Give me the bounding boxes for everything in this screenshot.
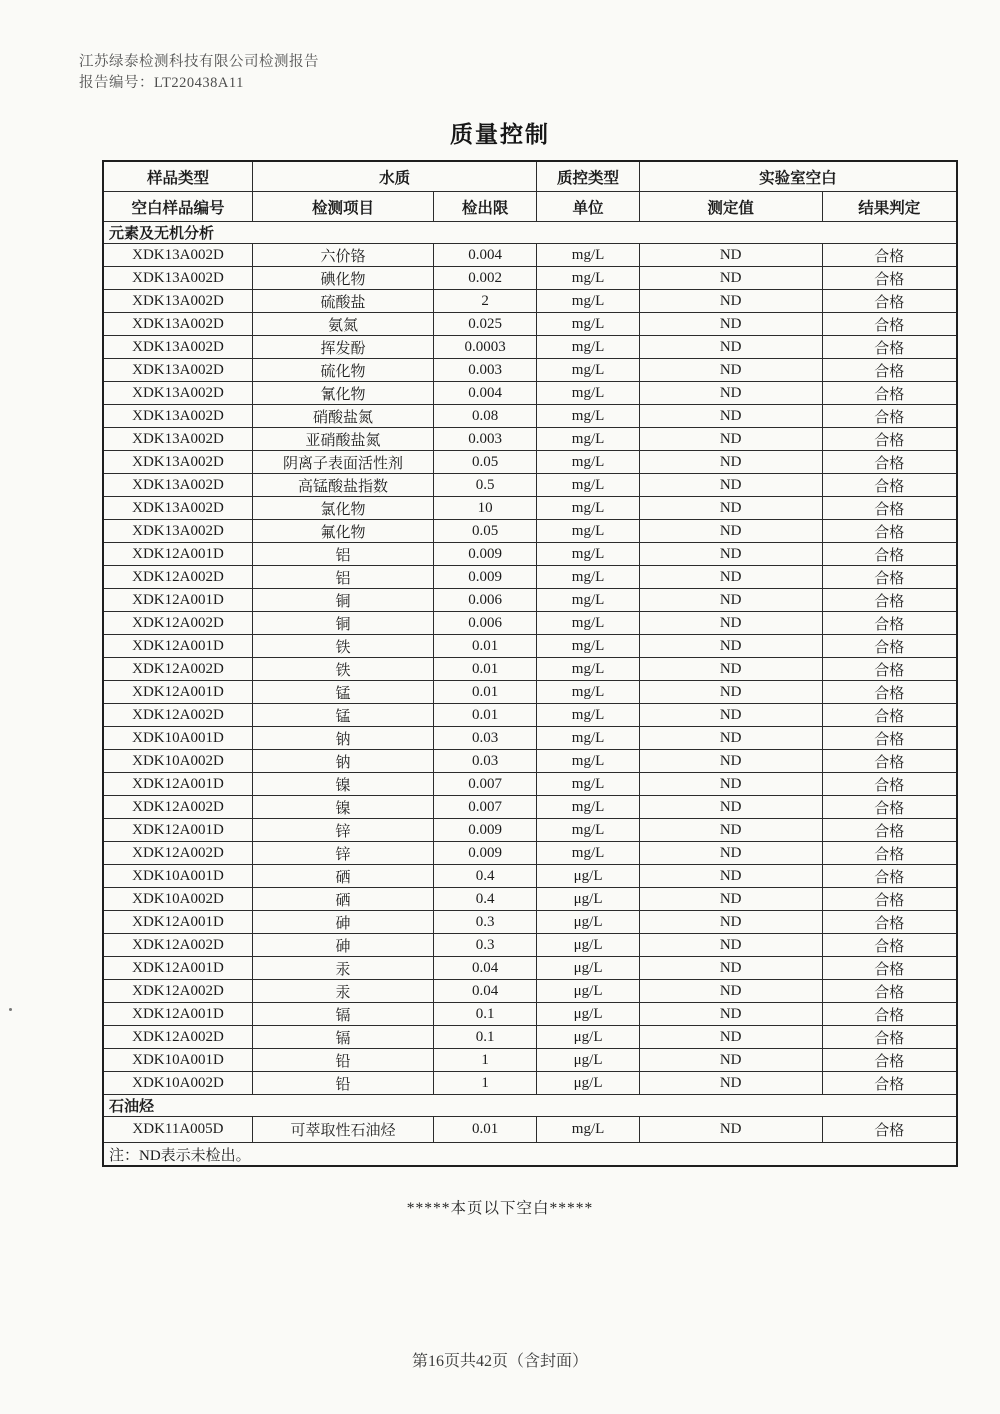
result-cell: 合格 bbox=[822, 658, 957, 681]
result-cell: 合格 bbox=[822, 750, 957, 773]
item-cell: 六价铬 bbox=[252, 244, 433, 267]
sample-id-cell: XDK10A001D bbox=[103, 865, 252, 888]
sample-id-cell: XDK10A001D bbox=[103, 1049, 252, 1072]
sample-id-cell: XDK12A002D bbox=[103, 1026, 252, 1049]
detection-limit-cell: 0.1 bbox=[433, 1026, 536, 1049]
sample-id-cell: XDK13A002D bbox=[103, 428, 252, 451]
result-cell: 合格 bbox=[822, 267, 957, 290]
table-row bbox=[103, 704, 957, 727]
quality-control-table bbox=[102, 160, 958, 1167]
unit-cell: mg/L bbox=[537, 290, 639, 313]
unit-cell: mg/L bbox=[537, 451, 639, 474]
measured-value-cell: ND bbox=[639, 819, 822, 842]
table-row bbox=[103, 957, 957, 980]
table-row bbox=[103, 566, 957, 589]
measured-value-cell: ND bbox=[639, 428, 822, 451]
item-cell: 镍 bbox=[252, 796, 433, 819]
detection-limit-cell: 0.004 bbox=[433, 382, 536, 405]
table-row bbox=[103, 1072, 957, 1095]
unit-cell: μg/L bbox=[537, 980, 639, 1003]
page-title: 质量控制 bbox=[450, 122, 550, 147]
measured-value-cell: ND bbox=[639, 1072, 822, 1095]
result-cell: 合格 bbox=[822, 911, 957, 934]
item-cell: 硒 bbox=[252, 888, 433, 911]
item-cell: 亚硝酸盐氮 bbox=[252, 428, 433, 451]
item-cell: 铜 bbox=[252, 589, 433, 612]
unit-cell: mg/L bbox=[537, 842, 639, 865]
detection-limit-cell: 0.0003 bbox=[433, 336, 536, 359]
unit-cell: mg/L bbox=[537, 428, 639, 451]
item-cell: 氯化物 bbox=[252, 497, 433, 520]
table-row bbox=[103, 865, 957, 888]
detection-limit-cell: 0.009 bbox=[433, 543, 536, 566]
table-row bbox=[103, 842, 957, 865]
measured-value-cell: ND bbox=[639, 658, 822, 681]
item-cell: 镉 bbox=[252, 1003, 433, 1026]
unit-cell: mg/L bbox=[537, 727, 639, 750]
item-cell: 铝 bbox=[252, 566, 433, 589]
detection-limit-cell: 2 bbox=[433, 290, 536, 313]
measured-value-cell: ND bbox=[639, 474, 822, 497]
unit-cell: mg/L bbox=[537, 474, 639, 497]
detection-limit-cell: 0.03 bbox=[433, 727, 536, 750]
detection-limit-cell: 1 bbox=[433, 1049, 536, 1072]
item-cell: 锰 bbox=[252, 704, 433, 727]
measured-value-cell: ND bbox=[639, 750, 822, 773]
unit-cell: mg/L bbox=[537, 589, 639, 612]
measured-value-cell: ND bbox=[639, 497, 822, 520]
item-cell: 镉 bbox=[252, 1026, 433, 1049]
measured-value-cell: ND bbox=[639, 589, 822, 612]
detection-limit-cell: 0.3 bbox=[433, 911, 536, 934]
unit-cell: μg/L bbox=[537, 1049, 639, 1072]
table-row bbox=[103, 773, 957, 796]
sample-id-cell: XDK11A005D bbox=[103, 1117, 252, 1143]
item-cell: 铅 bbox=[252, 1049, 433, 1072]
unit-cell: mg/L bbox=[537, 750, 639, 773]
detection-limit-cell: 0.1 bbox=[433, 1003, 536, 1026]
table-row bbox=[103, 405, 957, 428]
item-cell: 可萃取性石油烃 bbox=[252, 1117, 433, 1143]
company-line: 江苏绿泰检测科技有限公司检测报告 bbox=[79, 54, 319, 70]
table-row bbox=[103, 336, 957, 359]
unit-cell: mg/L bbox=[537, 612, 639, 635]
table-row bbox=[103, 543, 957, 566]
item-cell: 高锰酸盐指数 bbox=[252, 474, 433, 497]
unit-cell: μg/L bbox=[537, 888, 639, 911]
result-cell: 合格 bbox=[822, 727, 957, 750]
detection-limit-cell: 10 bbox=[433, 497, 536, 520]
section-row bbox=[103, 1095, 957, 1117]
blank-below-note: *****本页以下空白***** bbox=[406, 1200, 594, 1217]
measured-value-cell: ND bbox=[639, 382, 822, 405]
result-cell: 合格 bbox=[822, 290, 957, 313]
table-header-row-2 bbox=[103, 192, 957, 222]
scan-artifact-dot bbox=[9, 1008, 12, 1011]
unit-cell: μg/L bbox=[537, 865, 639, 888]
measured-value-cell: ND bbox=[639, 727, 822, 750]
unit-cell: mg/L bbox=[537, 520, 639, 543]
header-cell-4: 测定值 bbox=[639, 192, 822, 222]
sample-id-cell: XDK13A002D bbox=[103, 405, 252, 428]
section-title-cell: 石油烃 bbox=[103, 1095, 957, 1117]
item-cell: 汞 bbox=[252, 980, 433, 1003]
result-cell: 合格 bbox=[822, 566, 957, 589]
measured-value-cell: ND bbox=[639, 1026, 822, 1049]
measured-value-cell: ND bbox=[639, 336, 822, 359]
sample-id-cell: XDK12A002D bbox=[103, 612, 252, 635]
detection-limit-cell: 0.01 bbox=[433, 704, 536, 727]
unit-cell: mg/L bbox=[537, 543, 639, 566]
result-cell: 合格 bbox=[822, 428, 957, 451]
detection-limit-cell: 0.4 bbox=[433, 888, 536, 911]
item-cell: 氰化物 bbox=[252, 382, 433, 405]
measured-value-cell: ND bbox=[639, 865, 822, 888]
sample-id-cell: XDK10A002D bbox=[103, 1072, 252, 1095]
section-row bbox=[103, 222, 957, 244]
sample-id-cell: XDK12A002D bbox=[103, 658, 252, 681]
sample-id-cell: XDK12A002D bbox=[103, 842, 252, 865]
header-cell-1: 检测项目 bbox=[252, 192, 433, 222]
result-cell: 合格 bbox=[822, 589, 957, 612]
detection-limit-cell: 0.05 bbox=[433, 451, 536, 474]
result-cell: 合格 bbox=[822, 359, 957, 382]
table-row bbox=[103, 635, 957, 658]
table-row bbox=[103, 796, 957, 819]
measured-value-cell: ND bbox=[639, 1049, 822, 1072]
item-cell: 铁 bbox=[252, 635, 433, 658]
table-row bbox=[103, 1049, 957, 1072]
measured-value-cell: ND bbox=[639, 704, 822, 727]
sample-id-cell: XDK13A002D bbox=[103, 313, 252, 336]
sample-id-cell: XDK12A002D bbox=[103, 934, 252, 957]
table-row bbox=[103, 244, 957, 267]
header-group-cell-0: 样品类型 bbox=[103, 161, 252, 192]
result-cell: 合格 bbox=[822, 1072, 957, 1095]
table-row bbox=[103, 382, 957, 405]
table-row bbox=[103, 313, 957, 336]
detection-limit-cell: 0.002 bbox=[433, 267, 536, 290]
measured-value-cell: ND bbox=[639, 520, 822, 543]
measured-value-cell: ND bbox=[639, 244, 822, 267]
unit-cell: mg/L bbox=[537, 1117, 639, 1143]
sample-id-cell: XDK12A001D bbox=[103, 635, 252, 658]
table-row bbox=[103, 819, 957, 842]
item-cell: 锰 bbox=[252, 681, 433, 704]
detection-limit-cell: 0.003 bbox=[433, 428, 536, 451]
sample-id-cell: XDK13A002D bbox=[103, 520, 252, 543]
item-cell: 硫化物 bbox=[252, 359, 433, 382]
measured-value-cell: ND bbox=[639, 1117, 822, 1143]
header-cell-5: 结果判定 bbox=[822, 192, 957, 222]
sample-id-cell: XDK12A002D bbox=[103, 796, 252, 819]
nd-note-cell: 注：ND表示未检出。 bbox=[103, 1143, 957, 1167]
qc-table-wrapper bbox=[102, 160, 958, 1167]
table-body bbox=[103, 222, 957, 1167]
item-cell: 汞 bbox=[252, 957, 433, 980]
table-row bbox=[103, 359, 957, 382]
unit-cell: mg/L bbox=[537, 635, 639, 658]
sample-id-cell: XDK12A002D bbox=[103, 704, 252, 727]
header-cell-3: 单位 bbox=[537, 192, 639, 222]
table-header bbox=[103, 161, 957, 222]
sample-id-cell: XDK10A002D bbox=[103, 750, 252, 773]
detection-limit-cell: 0.01 bbox=[433, 658, 536, 681]
measured-value-cell: ND bbox=[639, 888, 822, 911]
item-cell: 铜 bbox=[252, 612, 433, 635]
table-header-row-1 bbox=[103, 161, 957, 192]
sample-id-cell: XDK13A002D bbox=[103, 244, 252, 267]
unit-cell: μg/L bbox=[537, 934, 639, 957]
detection-limit-cell: 0.007 bbox=[433, 773, 536, 796]
item-cell: 阴离子表面活性剂 bbox=[252, 451, 433, 474]
header-cell-2: 检出限 bbox=[433, 192, 536, 222]
table-row bbox=[103, 727, 957, 750]
unit-cell: μg/L bbox=[537, 1072, 639, 1095]
result-cell: 合格 bbox=[822, 497, 957, 520]
table-row bbox=[103, 750, 957, 773]
table-row bbox=[103, 290, 957, 313]
detection-limit-cell: 0.004 bbox=[433, 244, 536, 267]
detection-limit-cell: 0.006 bbox=[433, 612, 536, 635]
unit-cell: mg/L bbox=[537, 405, 639, 428]
sample-id-cell: XDK12A001D bbox=[103, 773, 252, 796]
item-cell: 钠 bbox=[252, 750, 433, 773]
result-cell: 合格 bbox=[822, 405, 957, 428]
measured-value-cell: ND bbox=[639, 451, 822, 474]
unit-cell: mg/L bbox=[537, 267, 639, 290]
table-row bbox=[103, 451, 957, 474]
sample-id-cell: XDK13A002D bbox=[103, 382, 252, 405]
measured-value-cell: ND bbox=[639, 911, 822, 934]
sample-id-cell: XDK12A001D bbox=[103, 819, 252, 842]
detection-limit-cell: 0.007 bbox=[433, 796, 536, 819]
result-cell: 合格 bbox=[822, 773, 957, 796]
result-cell: 合格 bbox=[822, 382, 957, 405]
result-cell: 合格 bbox=[822, 1049, 957, 1072]
unit-cell: mg/L bbox=[537, 313, 639, 336]
table-row bbox=[103, 497, 957, 520]
result-cell: 合格 bbox=[822, 451, 957, 474]
result-cell: 合格 bbox=[822, 796, 957, 819]
measured-value-cell: ND bbox=[639, 359, 822, 382]
result-cell: 合格 bbox=[822, 704, 957, 727]
header-group-cell-3: 实验室空白 bbox=[639, 161, 957, 192]
result-cell: 合格 bbox=[822, 313, 957, 336]
result-cell: 合格 bbox=[822, 888, 957, 911]
result-cell: 合格 bbox=[822, 1117, 957, 1143]
measured-value-cell: ND bbox=[639, 1003, 822, 1026]
sample-id-cell: XDK13A002D bbox=[103, 474, 252, 497]
detection-limit-cell: 0.05 bbox=[433, 520, 536, 543]
table-row bbox=[103, 980, 957, 1003]
result-cell: 合格 bbox=[822, 244, 957, 267]
item-cell: 砷 bbox=[252, 911, 433, 934]
sample-id-cell: XDK12A001D bbox=[103, 589, 252, 612]
sample-id-cell: XDK10A001D bbox=[103, 727, 252, 750]
sample-id-cell: XDK13A002D bbox=[103, 267, 252, 290]
detection-limit-cell: 0.009 bbox=[433, 842, 536, 865]
table-row bbox=[103, 934, 957, 957]
unit-cell: μg/L bbox=[537, 1026, 639, 1049]
measured-value-cell: ND bbox=[639, 267, 822, 290]
measured-value-cell: ND bbox=[639, 934, 822, 957]
unit-cell: mg/L bbox=[537, 773, 639, 796]
result-cell: 合格 bbox=[822, 1003, 957, 1026]
table-row bbox=[103, 474, 957, 497]
unit-cell: mg/L bbox=[537, 566, 639, 589]
detection-limit-cell: 0.003 bbox=[433, 359, 536, 382]
sample-id-cell: XDK12A001D bbox=[103, 1003, 252, 1026]
measured-value-cell: ND bbox=[639, 313, 822, 336]
result-cell: 合格 bbox=[822, 520, 957, 543]
detection-limit-cell: 0.4 bbox=[433, 865, 536, 888]
result-cell: 合格 bbox=[822, 819, 957, 842]
detection-limit-cell: 0.04 bbox=[433, 957, 536, 980]
detection-limit-cell: 0.01 bbox=[433, 635, 536, 658]
unit-cell: mg/L bbox=[537, 681, 639, 704]
measured-value-cell: ND bbox=[639, 543, 822, 566]
table-row bbox=[103, 658, 957, 681]
report-header bbox=[79, 52, 319, 94]
detection-limit-cell: 0.009 bbox=[433, 566, 536, 589]
sample-id-cell: XDK13A002D bbox=[103, 359, 252, 382]
unit-cell: mg/L bbox=[537, 819, 639, 842]
sample-id-cell: XDK13A002D bbox=[103, 336, 252, 359]
item-cell: 碘化物 bbox=[252, 267, 433, 290]
table-row bbox=[103, 681, 957, 704]
detection-limit-cell: 1 bbox=[433, 1072, 536, 1095]
measured-value-cell: ND bbox=[639, 681, 822, 704]
unit-cell: mg/L bbox=[537, 704, 639, 727]
unit-cell: mg/L bbox=[537, 796, 639, 819]
sample-id-cell: XDK13A002D bbox=[103, 290, 252, 313]
result-cell: 合格 bbox=[822, 336, 957, 359]
result-cell: 合格 bbox=[822, 635, 957, 658]
measured-value-cell: ND bbox=[639, 842, 822, 865]
measured-value-cell: ND bbox=[639, 612, 822, 635]
table-row bbox=[103, 520, 957, 543]
item-cell: 铁 bbox=[252, 658, 433, 681]
table-row bbox=[103, 1003, 957, 1026]
detection-limit-cell: 0.3 bbox=[433, 934, 536, 957]
table-row bbox=[103, 1026, 957, 1049]
detection-limit-cell: 0.009 bbox=[433, 819, 536, 842]
measured-value-cell: ND bbox=[639, 566, 822, 589]
item-cell: 锌 bbox=[252, 819, 433, 842]
unit-cell: μg/L bbox=[537, 911, 639, 934]
sample-id-cell: XDK12A001D bbox=[103, 681, 252, 704]
measured-value-cell: ND bbox=[639, 290, 822, 313]
item-cell: 钠 bbox=[252, 727, 433, 750]
detection-limit-cell: 0.03 bbox=[433, 750, 536, 773]
unit-cell: mg/L bbox=[537, 336, 639, 359]
item-cell: 硝酸盐氮 bbox=[252, 405, 433, 428]
unit-cell: μg/L bbox=[537, 957, 639, 980]
item-cell: 硒 bbox=[252, 865, 433, 888]
table-row bbox=[103, 1117, 957, 1143]
sample-id-cell: XDK13A002D bbox=[103, 497, 252, 520]
unit-cell: μg/L bbox=[537, 1003, 639, 1026]
sample-id-cell: XDK13A002D bbox=[103, 451, 252, 474]
table-row bbox=[103, 589, 957, 612]
measured-value-cell: ND bbox=[639, 796, 822, 819]
item-cell: 氨氮 bbox=[252, 313, 433, 336]
item-cell: 镍 bbox=[252, 773, 433, 796]
measured-value-cell: ND bbox=[639, 957, 822, 980]
detection-limit-cell: 0.04 bbox=[433, 980, 536, 1003]
unit-cell: mg/L bbox=[537, 497, 639, 520]
sample-id-cell: XDK12A001D bbox=[103, 957, 252, 980]
item-cell: 硫酸盐 bbox=[252, 290, 433, 313]
detection-limit-cell: 0.025 bbox=[433, 313, 536, 336]
result-cell: 合格 bbox=[822, 865, 957, 888]
table-row bbox=[103, 267, 957, 290]
measured-value-cell: ND bbox=[639, 980, 822, 1003]
result-cell: 合格 bbox=[822, 474, 957, 497]
item-cell: 挥发酚 bbox=[252, 336, 433, 359]
result-cell: 合格 bbox=[822, 612, 957, 635]
header-cell-0: 空白样品编号 bbox=[103, 192, 252, 222]
sample-id-cell: XDK12A002D bbox=[103, 980, 252, 1003]
table-row bbox=[103, 911, 957, 934]
measured-value-cell: ND bbox=[639, 405, 822, 428]
sample-id-cell: XDK12A001D bbox=[103, 543, 252, 566]
unit-cell: mg/L bbox=[537, 359, 639, 382]
result-cell: 合格 bbox=[822, 681, 957, 704]
detection-limit-cell: 0.5 bbox=[433, 474, 536, 497]
detection-limit-cell: 0.01 bbox=[433, 1117, 536, 1143]
sample-id-cell: XDK12A002D bbox=[103, 566, 252, 589]
result-cell: 合格 bbox=[822, 957, 957, 980]
result-cell: 合格 bbox=[822, 543, 957, 566]
page-number-footer: 第16页共42页（含封面） bbox=[411, 1353, 588, 1370]
report-number-line: 报告编号：LT220438A11 bbox=[79, 75, 244, 91]
detection-limit-cell: 0.006 bbox=[433, 589, 536, 612]
sample-id-cell: XDK12A001D bbox=[103, 911, 252, 934]
table-row bbox=[103, 428, 957, 451]
detection-limit-cell: 0.08 bbox=[433, 405, 536, 428]
item-cell: 锌 bbox=[252, 842, 433, 865]
header-group-cell-1: 水质 bbox=[252, 161, 536, 192]
item-cell: 铝 bbox=[252, 543, 433, 566]
result-cell: 合格 bbox=[822, 842, 957, 865]
item-cell: 砷 bbox=[252, 934, 433, 957]
section-title-cell: 元素及无机分析 bbox=[103, 222, 957, 244]
unit-cell: mg/L bbox=[537, 244, 639, 267]
measured-value-cell: ND bbox=[639, 773, 822, 796]
detection-limit-cell: 0.01 bbox=[433, 681, 536, 704]
table-row bbox=[103, 612, 957, 635]
result-cell: 合格 bbox=[822, 934, 957, 957]
measured-value-cell: ND bbox=[639, 635, 822, 658]
result-cell: 合格 bbox=[822, 980, 957, 1003]
unit-cell: mg/L bbox=[537, 658, 639, 681]
unit-cell: mg/L bbox=[537, 382, 639, 405]
header-group-cell-2: 质控类型 bbox=[537, 161, 639, 192]
table-row bbox=[103, 888, 957, 911]
item-cell: 铅 bbox=[252, 1072, 433, 1095]
result-cell: 合格 bbox=[822, 1026, 957, 1049]
table-note-row bbox=[103, 1143, 957, 1167]
sample-id-cell: XDK10A002D bbox=[103, 888, 252, 911]
item-cell: 氟化物 bbox=[252, 520, 433, 543]
